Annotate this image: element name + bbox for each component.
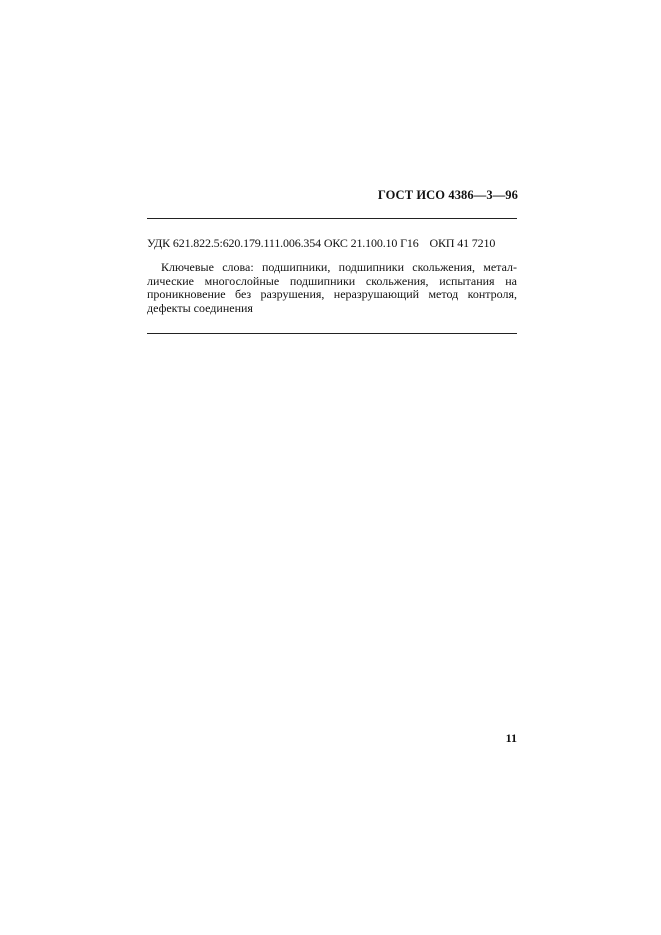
udc-code: УДК 621.822.5:620.179.111.006.354 xyxy=(147,236,321,250)
okp-code: ОКП 41 7210 xyxy=(429,236,496,250)
keywords-line: Ключевые слова: подшипники, подшипники скольжения, метал- xyxy=(161,260,517,274)
top-rule xyxy=(147,218,517,219)
keywords-line: проникновение без разрушения, неразрушающий метод контроля, xyxy=(147,287,517,302)
oks-code: ОКС 21.100.10 xyxy=(323,236,398,250)
keywords-line: лические многослойные подшипники скольжения, испытания на xyxy=(147,273,517,288)
classification-line xyxy=(147,236,517,251)
standard-id-header: ГОСТ ИСО 4386—3—96 xyxy=(377,188,518,202)
bottom-rule xyxy=(147,333,517,334)
keywords-paragraph xyxy=(147,261,517,315)
group-code: Г16 xyxy=(400,236,419,250)
page-number: 11 xyxy=(505,731,517,745)
keywords-line: дефекты соединения xyxy=(147,300,253,315)
